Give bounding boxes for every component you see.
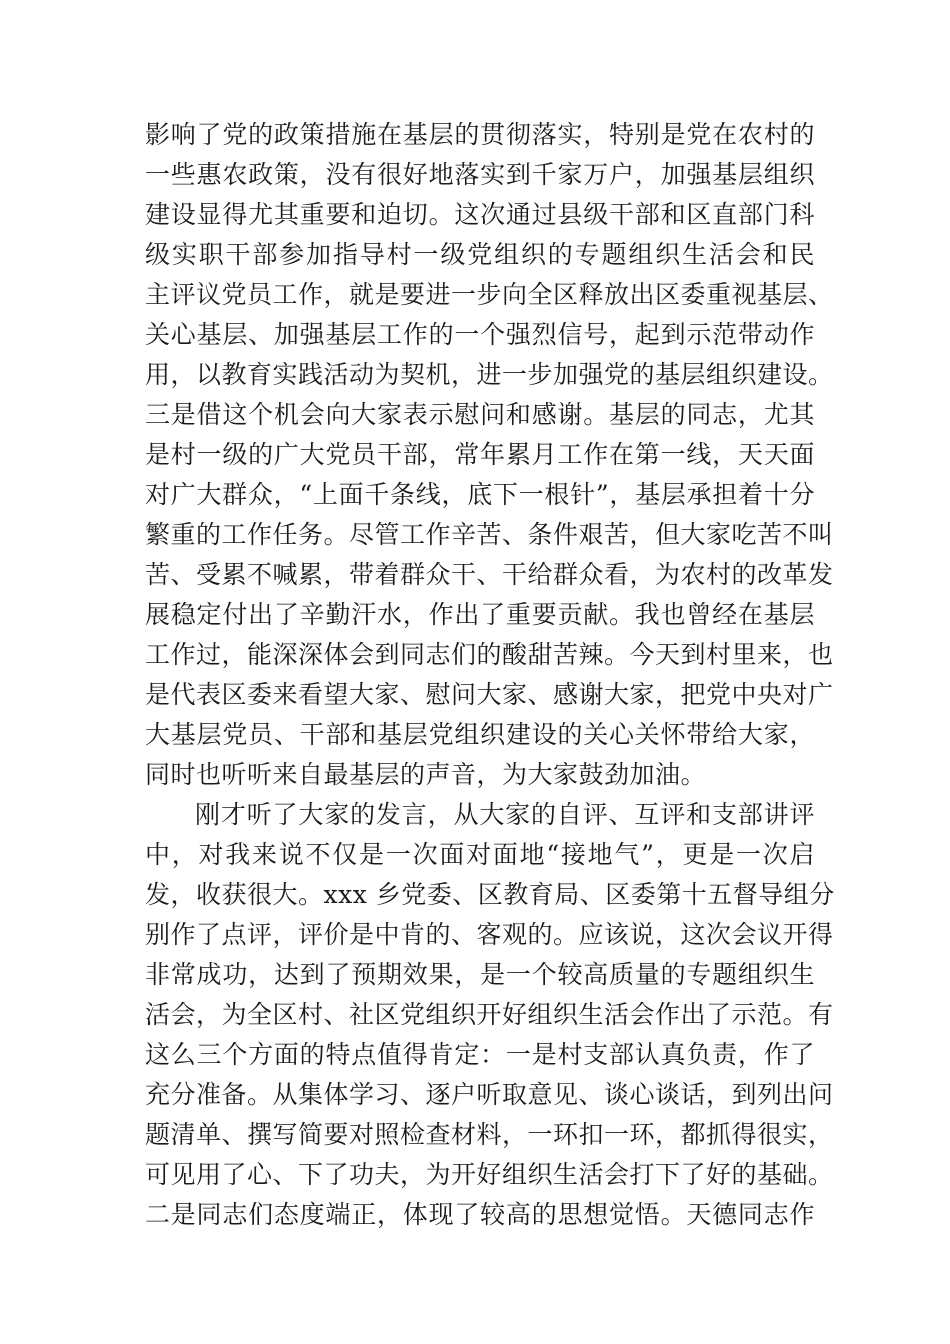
text-line: 主评议党员工作，就是要进一步向全区释放出区委重视基层、: [145, 280, 834, 309]
text-line: 一些惠农政策，没有很好地落实到千家万户，加强基层组织: [145, 160, 815, 189]
text-line: 中，对我来说不仅是一次面对面地“接地气”，更是一次启: [145, 840, 815, 869]
text-line: 建设显得尤其重要和迫切。这次通过县级干部和区直部门科: [145, 200, 815, 229]
text-line: 大基层党员、干部和基层党组织建设的关心关怀带给大家，: [145, 720, 815, 749]
text-line: 繁重的工作任务。尽管工作辛苦、条件艰苦，但大家吃苦不叫: [145, 520, 834, 549]
text-line: 是代表区委来看望大家、慰问大家、感谢大家，把党中央对广: [145, 680, 834, 709]
text-line: 用，以教育实践活动为契机，进一步加强党的基层组织建设。: [145, 360, 834, 389]
text-line: 发，收获很大。xxx 乡党委、区教育局、区委第十五督导组分: [145, 880, 835, 909]
text-line: 关心基层、加强基层工作的一个强烈信号，起到示范带动作: [145, 320, 815, 349]
text-line: 对广大群众，“上面千条线，底下一根针”，基层承担着十分: [145, 480, 815, 509]
text-line: 充分准备。从集体学习、逐户听取意见、谈心谈话，到列出问: [145, 1080, 834, 1109]
text-line: 同时也听听来自最基层的声音，为大家鼓劲加油。: [145, 760, 707, 789]
text-line: 别作了点评，评价是中肯的、客观的。应该说，这次会议开得: [145, 920, 834, 949]
text-line: 题清单、撰写简要对照检查材料，一环扣一环，都抓得很实，: [145, 1120, 834, 1149]
text-line: 苦、受累不喊累，带着群众干、干给群众看，为农村的改革发: [145, 560, 834, 589]
text-line: 三是借这个机会向大家表示慰问和感谢。基层的同志，尤其: [145, 400, 815, 429]
text-line: 二是同志们态度端正，体现了较高的思想觉悟。天德同志作: [145, 1200, 815, 1229]
text-line: 是村一级的广大党员干部，常年累月工作在第一线，天天面: [145, 440, 815, 469]
text-line: 活会，为全区村、社区党组织开好组织生活会作出了示范。有: [145, 1000, 834, 1029]
text-line: 非常成功，达到了预期效果，是一个较高质量的专题组织生: [145, 960, 815, 989]
paragraph-first-line: 刚才听了大家的发言，从大家的自评、互评和支部讲评: [195, 800, 815, 829]
text-line: 这么三个方面的特点值得肯定：一是村支部认真负责，作了: [145, 1040, 815, 1069]
text-line: 级实职干部参加指导村一级党组织的专题组织生活会和民: [145, 240, 815, 269]
text-line: 影响了党的政策措施在基层的贯彻落实，特别是党在农村的: [145, 120, 815, 149]
text-line: 可见用了心、下了功夫，为开好组织生活会打下了好的基础。: [145, 1160, 834, 1189]
text-line: 展稳定付出了辛勤汗水，作出了重要贡献。我也曾经在基层: [145, 600, 815, 629]
text-line: 工作过，能深深体会到同志们的酸甜苦辣。今天到村里来，也: [145, 640, 834, 669]
